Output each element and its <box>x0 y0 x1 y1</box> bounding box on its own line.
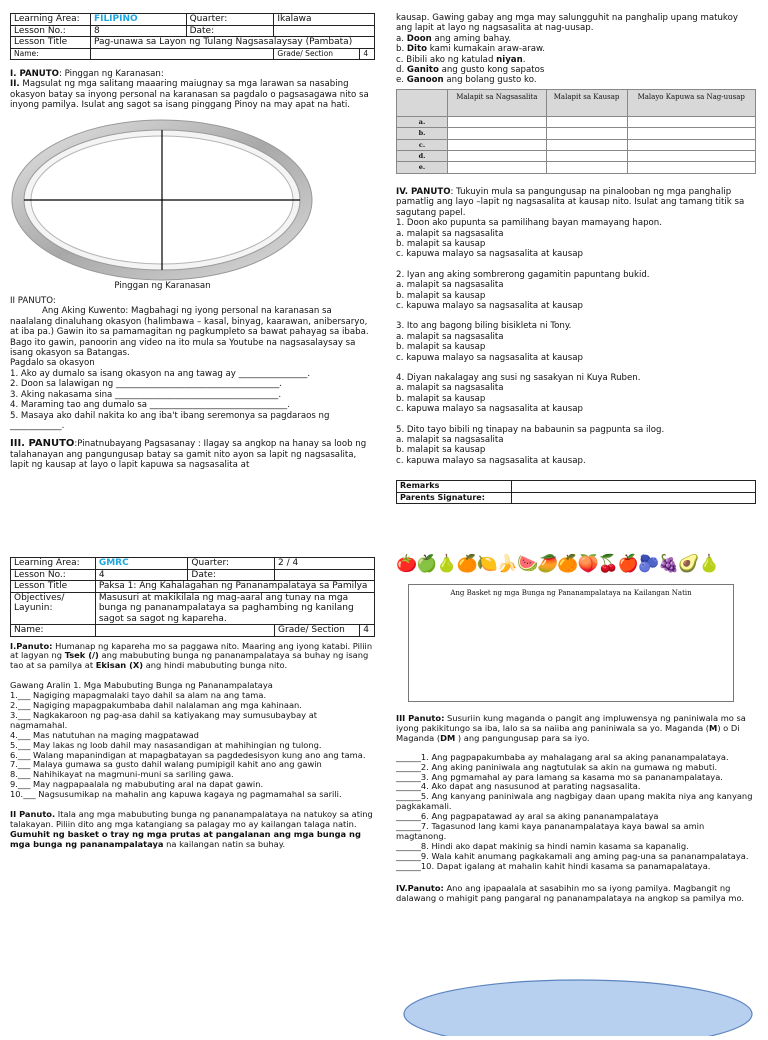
sentence-item <box>396 65 756 75</box>
question-option[interactable]: c. kapuwa malayo sa nagsasalita at kausap <box>396 404 583 415</box>
remarks-table <box>396 480 756 504</box>
m2-learning-area-label: Learning Area: <box>11 558 96 570</box>
sentence-part: Doon <box>406 33 432 44</box>
grid-corner <box>397 89 448 116</box>
m1-panuto-1: I. PANUTO: Pinggan ng Karanasan: <box>10 69 164 79</box>
grid-header: Malapit sa Nagsasalita <box>448 89 547 116</box>
m2-lesson-title-value: Paksa 1: Ang Kahalagahan ng Pananampalataya sa Pamilya <box>95 581 374 593</box>
m1-story-list <box>10 369 375 431</box>
question-option[interactable]: a. malapit sa nagsasalita <box>396 435 504 445</box>
grid-header: Malapit sa Kausap <box>546 89 627 116</box>
question-text: 2. Iyan ang aking sombrerong gagamitin papuntang bukid. <box>396 269 650 280</box>
m1-right-intro: kausap. Gawing gabay ang mga may salungguhit na panghalip upang matukoy ang lapit at layo ng nagsasalita at nag-uusap. <box>396 13 738 34</box>
question-option[interactable]: a. malapit sa nagsasalita <box>396 383 504 394</box>
m2-panuto-3: III Panuto: Susuriin kung maganda o pangit ang impluwensya ng paniniwala mo sa iyong pakikitungo sa iba, lalo sa sa naiiba ang paniniwala sa yo. Maganda (M) o Di Maganda (DM ) ang pangungusap para sa iyo. <box>396 713 746 743</box>
sentence-part: niyan <box>496 54 523 65</box>
date-label: Date: <box>186 25 274 37</box>
gawain-item: 7.___ Malaya gumawa sa gusto dahil walang pumipigil kahit ano ang gawin <box>10 759 322 770</box>
sentence-item <box>396 34 756 44</box>
grade-value: 4 <box>360 48 375 60</box>
fruit-basket-box[interactable] <box>408 584 734 702</box>
m1-sentence-list <box>396 34 756 86</box>
question-option[interactable]: c. kapuwa malayo sa nagsasalita at kausap <box>396 249 583 260</box>
sentence-part: Ganoon <box>406 75 444 86</box>
grid-answer-cell[interactable] <box>448 116 547 127</box>
m2-date-label: Date: <box>188 569 275 581</box>
gawain-item: 2.___ Nagiging mapagpakumbaba dahil nalalaman ang mga kahinaan. <box>10 700 302 711</box>
m1-right-column <box>396 13 756 504</box>
name-label: Name: <box>11 48 91 60</box>
story-item: 1. Ako ay dumalo sa isang okasyon na ang tawag ay ________________. <box>10 368 311 379</box>
m1-panuto-5: IV. PANUTO: Tukuyin mula sa pangungusap na pinalooban ng mga panghalip pamatlig ang layo –lapit ng nagsasalita at kausap nito. Isulat ang tamang titik sa sagutang papel. <box>396 186 745 218</box>
question-option[interactable]: b. malapit sa kausap <box>396 238 486 249</box>
question-option[interactable]: c. kapuwa malayo sa nagsasalita at kausap. <box>396 455 586 466</box>
divided-plate-icon <box>10 111 375 281</box>
fruit-border-icon: 🍅🍏🍐🍊🍋🍌🍉🥭🍊🍑🍒🍎🫐🍇🥑🍐 <box>396 554 719 574</box>
question-block <box>396 218 756 260</box>
grid-answer-cell[interactable] <box>546 162 627 173</box>
learning-area-label: Learning Area: <box>11 14 91 26</box>
m1-info-table <box>10 13 375 60</box>
date-value[interactable] <box>274 25 375 37</box>
grid-row-label: e. <box>397 162 448 173</box>
m2-date-value[interactable] <box>275 569 375 581</box>
m1-question-list <box>396 218 756 466</box>
m1-panuto-3-head: II PANUTO: <box>10 296 56 307</box>
grid-answer-cell[interactable] <box>448 128 547 139</box>
maganda-item: ______1. Ang pagpapakumbaba ay mahalagang aral sa aking pananampalataya. <box>396 751 729 762</box>
m2-panuto-1: I.Panuto: Humanap ng kapareha mo sa paggawa nito. Maaring ang iyong katabi. Piliin at lagyan ng Tsek (/) ang mabubuting bunga ng pananampalataya sa buhay ng isang tao at sa pamilya at Ekisan (X) ang hindi mabubuting bunga nito. <box>10 640 373 671</box>
maganda-item: ______7. Tagasunod lang kami kaya pananampalataya kaya bawal sa amin magtanong. <box>396 821 705 841</box>
sentence-part: ang gusto kong sapatos <box>438 65 545 76</box>
m2-name-label: Name: <box>11 625 96 637</box>
question-text: 3. Ito ang bagong biling bisikleta ni Tony. <box>396 321 572 332</box>
sentence-item <box>396 44 756 54</box>
m2-quarter-label: Quarter: <box>188 558 275 570</box>
grade-section-label: Grade/ Section <box>274 48 360 60</box>
m2-panuto-2: II Panuto. Itala ang mga mabubuting bunga ng pananampalataya na natukoy sa ating talakayan. Piliin dito ang mga katangiang sa palagay mo ay kailangan talaga natin. Gumuhit ng basket o tray ng mga prutas at pangalanan ang mga bunga ng mga bunga ng pananampalataya na kailangan natin sa buhay. <box>10 809 373 849</box>
learning-area-value: FILIPINO <box>90 14 186 26</box>
remarks-field[interactable] <box>512 481 756 492</box>
m2-learning-area-value: GMRC <box>95 558 188 570</box>
gawain-item: 6.___ Walang mapanindigan at mapagbatayan sa pagdedesisyon kung ano ang tama. <box>10 749 366 760</box>
grid-answer-cell[interactable] <box>448 162 547 173</box>
m2-gawain-title: Gawang Aralin 1. Mga Mabubuting Bunga ng Pananampalataya <box>10 680 273 691</box>
grid-answer-cell[interactable] <box>448 151 547 162</box>
story-item: 5. Masaya ako dahil nakita ko ang iba't ibang seremonya sa pagdaraos ng ____________. <box>10 410 330 431</box>
question-option[interactable]: a. malapit sa nagsasalita <box>396 331 504 342</box>
grid-row-label: b. <box>397 128 448 139</box>
sentence-part: Ganito <box>406 65 439 76</box>
m2-lesson-title-label: Lesson Title <box>11 581 96 593</box>
basket-title: Ang Basket ng mga Bunga ng Pananampalataya na Kailangan Natin <box>450 589 692 597</box>
sentence-part: . <box>522 54 526 65</box>
sentence-part: ang bolang gusto ko. <box>443 75 537 86</box>
lesson-no-value: 8 <box>90 25 186 37</box>
remarks-label: Remarks <box>397 481 512 492</box>
m2-grade-section-label: Grade/ Section <box>275 625 360 637</box>
sentence-item <box>396 75 756 85</box>
question-option[interactable]: c. kapuwa malayo sa nagsasalita at kausap <box>396 300 583 311</box>
lesson-title-value: Pag-unawa sa Layon ng Tulang Nagsasalaysay (Pambata) <box>90 37 374 49</box>
name-field[interactable] <box>90 48 273 60</box>
question-text: 1. Doon ako pupunta sa pamilihang bayan mamayang hapon. <box>396 218 662 229</box>
maganda-item: ______2. Ang aking paniniwala ang nagtutulak sa akin na gumawa ng mabuti. <box>396 761 718 772</box>
sentence-part: ang aming bahay. <box>431 33 512 44</box>
sentence-part: a. <box>396 33 407 44</box>
lesson-title-label: Lesson Title <box>11 37 91 49</box>
m2-right-column <box>396 553 756 903</box>
grid-answer-cell[interactable] <box>627 139 756 150</box>
question-option[interactable]: b. malapit sa kausap <box>396 342 486 353</box>
blue-oval-answer-box[interactable] <box>400 976 756 1036</box>
lesson-no-label: Lesson No.: <box>11 25 91 37</box>
grid-answer-cell[interactable] <box>627 162 756 173</box>
maganda-item: ______9. Wala kahit anumang pagkakamali ang aming pag-una sa pananampalataya. <box>396 850 749 861</box>
m1-panuto-4: III. PANUTO:Pinatnubayang Pagsasanay : Ilagay sa angkop na hanay sa loob ng talahanayan ang pangungusap batay sa gamit nito ayon sa lapit ng nagsasalita, lapit ng kausap at layo o lapit kapuwa sa nagsasalita at <box>10 438 367 471</box>
gawain-item: 4.___ Mas natutuhan na maging magpatawad <box>10 729 199 740</box>
gawain-item: 10.___ Nagsusumikap na mahalin ang kapuwa kagaya ng pagmamahal sa sarili. <box>10 789 342 800</box>
maganda-item: ______8. Hindi ako dapat makinig sa hindi namin kasama sa kapanalig. <box>396 840 689 851</box>
question-block <box>396 425 756 467</box>
gawain-item: 9.___ May nagpapaalala ng mabubuting aral na dapat gawin. <box>10 779 264 790</box>
m2-left-column <box>10 557 375 850</box>
sentence-part: e. <box>396 75 407 86</box>
story-item: 3. Aking nakasama sina ______________________________________. <box>10 389 282 400</box>
sentence-part: c. Bibili ako ng katulad <box>396 54 497 65</box>
m2-maganda-list <box>396 753 756 872</box>
m2-grade-value: 4 <box>360 625 375 637</box>
story-item: 4. Maraming tao ang dumalo sa ________________________________. <box>10 400 290 411</box>
plate-diagram <box>10 111 375 281</box>
question-option[interactable]: a. malapit sa nagsasalita <box>396 280 504 291</box>
question-option[interactable]: b. malapit sa kausap <box>396 445 486 456</box>
m2-gawain-list <box>10 691 375 800</box>
grid-row-label: a. <box>397 116 448 127</box>
sentence-part: d. <box>396 65 407 76</box>
m2-quarter-value: 2 / 4 <box>275 558 375 570</box>
grid-row-label: d. <box>397 151 448 162</box>
oval-shape-icon <box>400 976 756 1036</box>
grid-answer-cell[interactable] <box>627 151 756 162</box>
question-block <box>396 270 756 312</box>
m2-name-field[interactable] <box>95 625 274 637</box>
maganda-item: ______10. Dapat igalang at mahalin kahit hindi kasama sa panamapalataya. <box>396 860 711 871</box>
question-option[interactable]: b. malapit sa kausap <box>396 290 486 301</box>
m2-info-table <box>10 557 375 637</box>
m1-left-column <box>10 13 375 471</box>
grid-answer-cell[interactable] <box>546 151 627 162</box>
m1-classification-table <box>396 89 756 174</box>
story-item: 2. Doon sa lalawigan ng ______________________________________. <box>10 379 282 390</box>
quarter-value: Ikalawa <box>274 14 375 26</box>
grid-answer-cell[interactable] <box>546 116 627 127</box>
question-text: 5. Dito tayo bibili ng tinapay na babaunin sa pagpunta sa ilog. <box>396 424 665 435</box>
quarter-label: Quarter: <box>186 14 274 26</box>
gawain-item: 1.___ Nagiging mapagmalaki tayo dahil sa alam na ang tama. <box>10 690 267 701</box>
sentence-part: b. <box>396 44 407 55</box>
m2-panuto-4: IV.Panuto: Ano ang ipapaalala at sasabihin mo sa iyong pamilya. Magbangit ng dalawang o mahigit pang pangaral ng pananampalataya na angkop sa pamilya mo. <box>396 882 745 903</box>
sentence-part: Dito <box>406 44 428 55</box>
question-option[interactable]: c. kapuwa malayo sa nagsasalita at kausap <box>396 352 583 363</box>
question-option[interactable]: b. malapit sa kausap <box>396 393 486 404</box>
grid-answer-cell[interactable] <box>546 139 627 150</box>
gawain-item: 8.___ Nahihikayat na magmuni-muni sa sariling gawa. <box>10 769 234 780</box>
question-block <box>396 321 756 363</box>
grid-answer-cell[interactable] <box>627 128 756 139</box>
m2-lesson-no-value: 4 <box>95 569 188 581</box>
grid-answer-cell[interactable] <box>546 128 627 139</box>
parents-signature-label: Parents Signature: <box>397 492 512 503</box>
m1-panuto-3-sub: Pagdalo sa okasyon <box>10 358 95 369</box>
question-block <box>396 373 756 415</box>
grid-row-label: c. <box>397 139 448 150</box>
plate-caption: Pinggan ng Karanasan <box>114 280 211 291</box>
gawain-item: 5.___ May lakas ng loob dahil may nasasandigan at mahihingian ng tulong. <box>10 739 322 750</box>
m1-panuto-3-text: Ang Aking Kuwento: Magbahagi ng iyong personal na karanasan sa naalalang dinaluhang okasyon (halimbawa – kasal, binyag, kaarawan, anibersaryo, at iba pa.) Gawin ito sa pamamagitan ng pagkumpleto sa bawat pahayag sa ibaba. Bago ito gawin, panoorin ang video na ito mula sa Youtube na nagsasalaysay sa isang okasyon sa Batangas. <box>10 306 369 359</box>
grid-answer-cell[interactable] <box>627 116 756 127</box>
grid-header: Malayo Kapuwa sa Nag-uusap <box>627 89 756 116</box>
m2-objectives-label: Objectives/ Layunin: <box>11 592 96 625</box>
sentence-part: kami kumakain araw-araw. <box>427 44 546 55</box>
sentence-item <box>396 55 756 65</box>
maganda-item: ______5. Ang kanyang paniniwala ang nagbigay daan upang makita niya ang kanyang pagkakamali. <box>396 791 753 812</box>
m2-lesson-no-label: Lesson No.: <box>11 569 96 581</box>
maganda-item: ______3. Ang pgmamahal ay para lamang sa kasama mo sa pananampalataya. <box>396 771 723 782</box>
maganda-item: ______4. Ako dapat ang nasusunod at parating nagsasalita. <box>396 781 641 792</box>
gawain-item: 3.___ Nagkakaroon ng pag-asa dahil sa katiyakang may sumusubaybay at nagmamahal. <box>10 709 318 730</box>
grid-answer-cell[interactable] <box>448 139 547 150</box>
parents-signature-field[interactable] <box>512 492 756 503</box>
question-option[interactable]: a. malapit sa nagsasalita <box>396 228 504 239</box>
maganda-item: ______6. Ang pagpapatawad ay aral sa aking pananampalataya <box>396 811 659 822</box>
m1-panuto-2: II. Magsulat ng mga salitang maaaring maiugnay sa mga larawan sa nasabing okasyon batay sa inyong personal na karanasan sa pagdalo o pagsasagawa nito sa inyong pamilya. Isulat ang sagot sa isang pinggang Pinoy na may apat na hati. <box>10 79 369 111</box>
m2-objectives-value: Masusuri at makikilala ng mag-aaral ang tunay na mga bunga ng pananampalataya sa paghambing ng kanilang sagot sa sagot ng kapareha. <box>95 592 374 625</box>
question-text: 4. Diyan nakalagay ang susi ng sasakyan ni Kuya Ruben. <box>396 372 641 383</box>
